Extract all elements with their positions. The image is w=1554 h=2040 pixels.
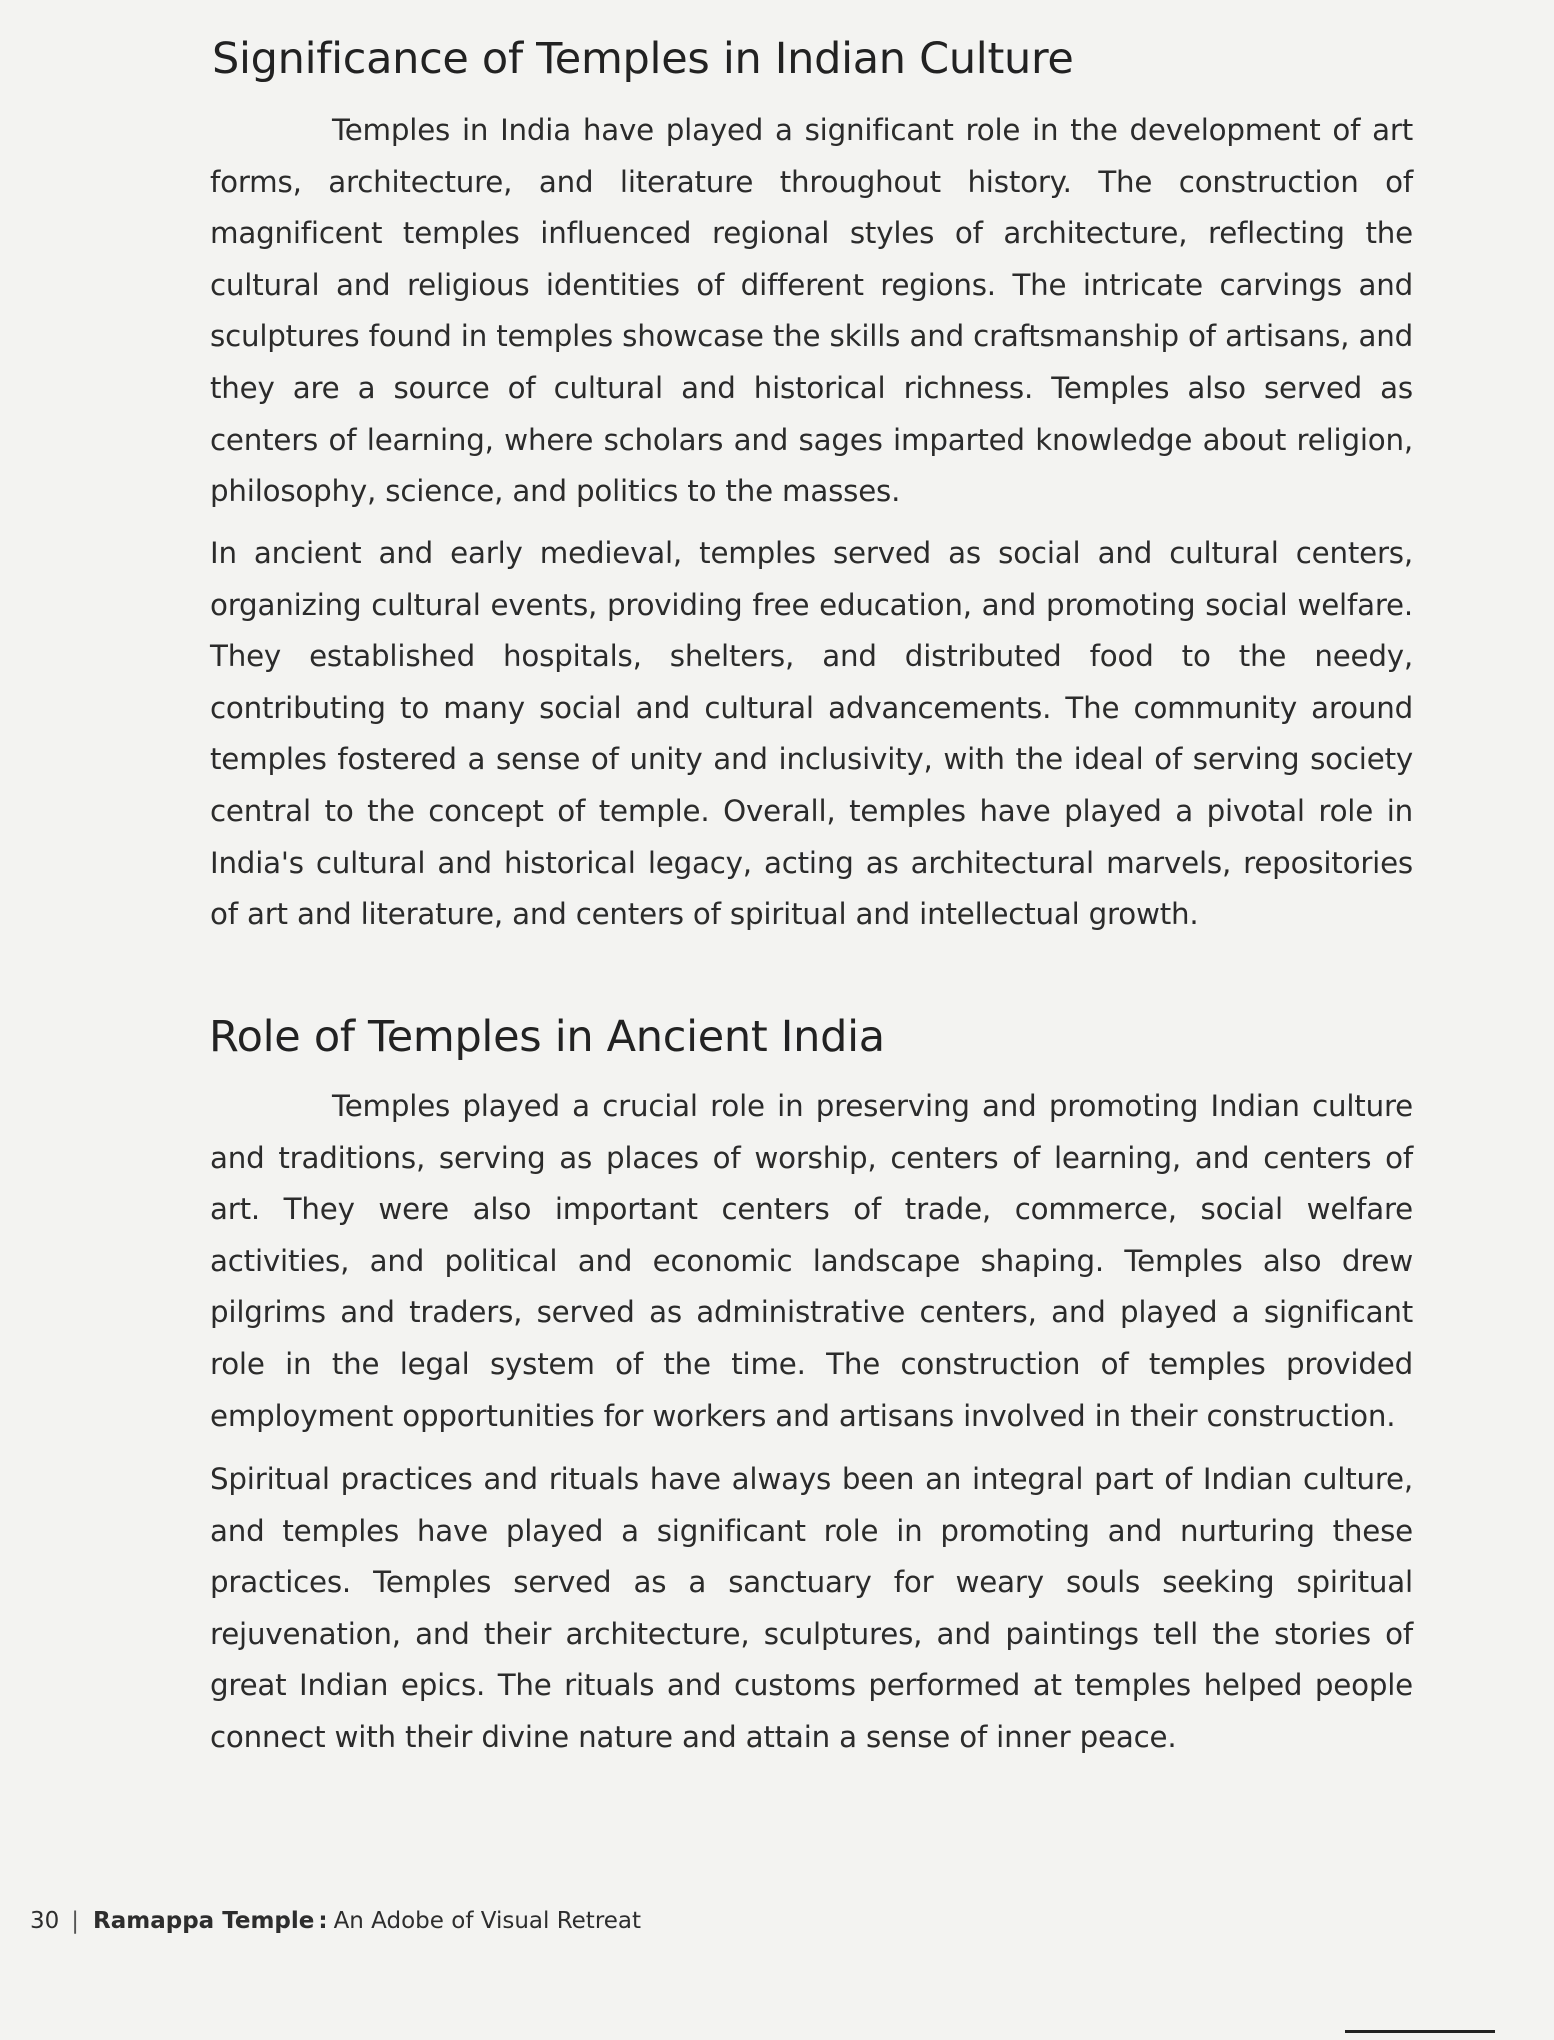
paragraph-role-2: Spiritual practices and rituals have always been an integral part of Indian culture, and temples have played a significant role in promoting and nurturing these practices. Temples served as a sanctuary for weary souls seeking spiritual rejuvenation, and their architecture, sculptures, and paintings tell the stories of great Indian epics. The rituals and customs performed at temples helped people connect with their divine nature and attain a sense of inner peace. — [210, 1462, 1413, 1754]
page-footer — [30, 1908, 641, 1934]
section-heading-significance: Significance of Temples in Indian Culture — [212, 34, 1074, 84]
book-title: Ramappa Temple — [93, 1908, 315, 1934]
corner-rule — [1345, 2030, 1495, 2033]
paragraph-significance-2: In ancient and early medieval, temples served as social and cultural centers, organizing cultural events, providing free education, and promoting social welfare. They established hospitals, shelters, and distributed food to the needy, contributing to many social and cultural advancements. The community around temples fostered a sense of unity and inclusivity, with the ideal of serving society central to the concept of temple. Overall, temples have played a pivotal role in India's cultural and historical legacy, acting as architectural marvels, repositories of art and literature, and centers of spiritual and intellectual growth. — [210, 536, 1413, 932]
book-subtitle: An Adobe of Visual Retreat — [333, 1908, 642, 1934]
page-number: 30 — [30, 1908, 60, 1934]
paragraph-role-1: Temples played a crucial role in preserving and promoting Indian culture and traditions, serving as places of worship, centers of learning, and centers of art. They were also important centers of trade, commerce, social welfare activities, and political and economic landscape shaping. Temples also drew pilgrims and traders, served as administrative centers, and played a significant role in the legal system of the time. The construction of temples provided employment opportunities for workers and artisans involved in their construction. — [210, 1089, 1413, 1433]
footer-colon: : — [318, 1908, 328, 1934]
footer-separator: | — [71, 1908, 80, 1934]
paragraph-significance-1: Temples in India have played a significant role in the development of art forms, architecture, and literature throughout history. The construction of magnificent temples influenced regional styles of architecture, reflecting the cultural and religious identities of different regions. The intricate carvings and sculptures found in temples showcase the skills and craftsmanship of artisans, and they are a source of cultural and historical richness. Temples also served as centers of learning, where scholars and sages imparted knowledge about religion, philosophy, science, and politics to the masses. — [210, 113, 1413, 509]
section-heading-role: Role of Temples in Ancient India — [209, 1012, 885, 1062]
